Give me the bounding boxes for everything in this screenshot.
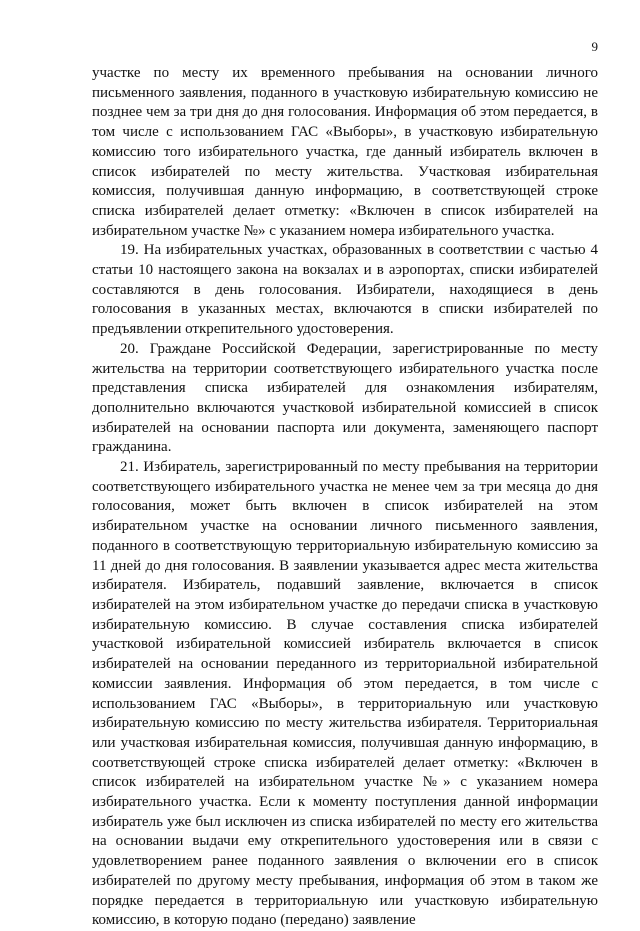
document-body [92,64,598,931]
page-number: 9 [591,39,598,54]
paragraph-continuation: участке по месту их временного пребывания на основании личного письменного заявления, поданного в участковую избирательную комиссию не позднее чем за три дня до дня голосования. Информация об этом передается, в том числе с использованием ГАС «Выборы», в участковую избирательную комиссию того избирательного участка, где данный избиратель включен в список избирателей по месту жительства. Участковая избирательная комиссия, получившая данную информацию, в соответствующей строке списка избирателей делает отметку: «Включен в список избирателей на избирательном участке №» с указанием номера избирательного участка. [92,65,598,239]
paragraph-20: 20. Граждане Российской Федерации, зарегистрированные по месту жительства на территории соответствующего избирательного участка после представления списка избирателей для ознакомления избирателям, дополнительно включаются участковой избирательной комиссией в список избирателей на основании паспорта или документа, заменяющего паспорт гражданина. [92,340,598,456]
paragraph-19: 19. На избирательных участках, образованных в соответствии с частью 4 статьи 10 настоящего закона на вокзалах и в аэропортах, списки избирателей составляются в день голосования. Избиратели, находящиеся в день голосования в указанных местах, включаются в списки избирателей по предъявлении открепительного удостоверения. [92,242,598,338]
paragraph-21: 21. Избиратель, зарегистрированный по месту пребывания на территории соответствующего избирательного участка не менее чем за три месяца до дня голосования, может быть включен в список избирателей на этом избирательном участке на основании личного письменного заявления, поданного в соответствующую территориальную избирательную комиссию за 11 дней до дня голосования. В заявлении указывается адрес места жительства избирателя. Избиратель, подавший заявление, включается в список избирателей на этом избирательном участке до передачи списка в участковую избирательную комиссию. В случае составления списка избирателей участковой избирательной комиссией избиратель включается в список избирателей на основании переданного из территориальной избирательной комиссии заявления. Информация об этом передается, в том числе с использованием ГАС «Выборы», в территориальную или участковую избирательную комиссию по месту жительства избирателя. Территориальная или участковая избирательная комиссия, получившая данную информацию, в соответствующей строке списка избирателей делает отметку: «Включен в список избирателей на избирательном участке №» с указанием номера избирательного участка. Если к моменту поступления данной информации избиратель уже был исключен из списка избирателей по месту его жительства на основании выдачи ему открепительного удостоверения или в связи с удовлетворением ранее поданного заявления о включении его в список избирателей по другому месту пребывания, информация об этом в таком же порядке передается в территориальную или участковую избирательную комиссию, в которую подано (передано) заявление [92,459,598,929]
